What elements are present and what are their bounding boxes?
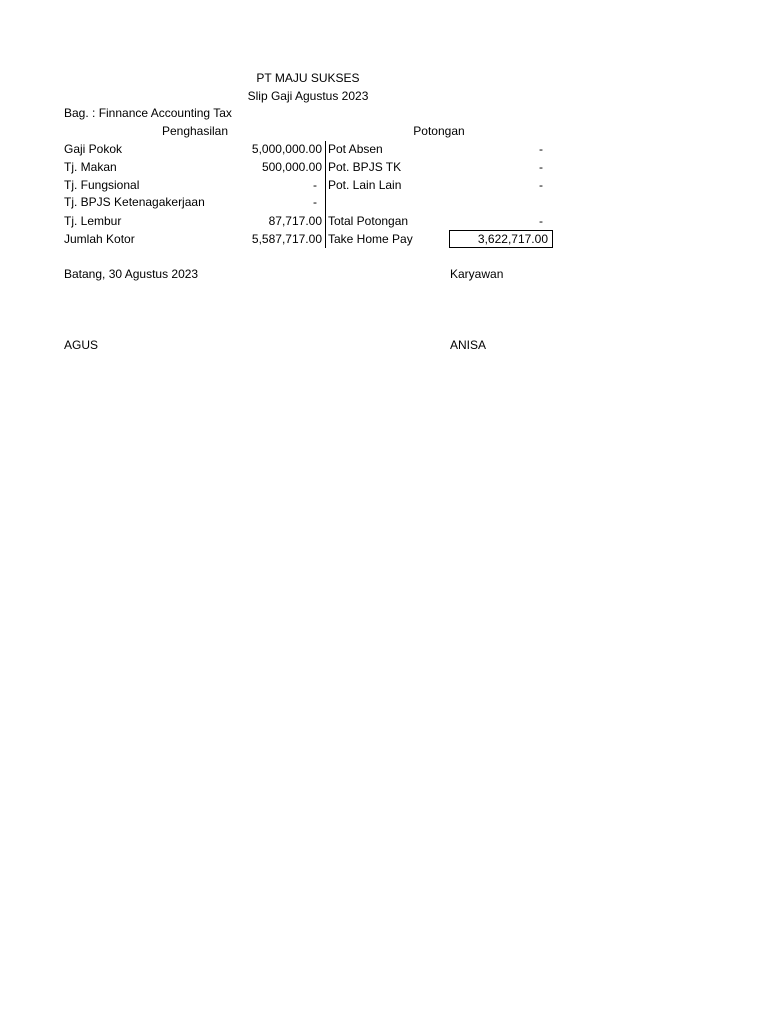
income-value-gaji-pokok: 5,000,000.00: [251, 142, 322, 156]
income-value-jumlah-kotor: 5,587,717.00: [251, 232, 322, 246]
deduction-value-total: -: [539, 214, 543, 228]
income-label-tj-fungsional: Tj. Fungsional: [64, 178, 140, 192]
income-value-tj-bpjs: -: [313, 195, 317, 209]
income-label-tj-lembur: Tj. Lembur: [64, 214, 122, 228]
deduction-label-total: Total Potongan: [328, 214, 409, 228]
take-home-pay-box: [449, 230, 553, 248]
income-label-tj-makan: Tj. Makan: [64, 160, 117, 174]
signer-right: ANISA: [450, 338, 487, 352]
place-date: Batang, 30 Agustus 2023: [64, 267, 199, 281]
take-home-pay-value: 3,622,717.00: [477, 232, 548, 246]
deduction-header: Potongan: [413, 124, 465, 138]
income-value-tj-fungsional: -: [313, 178, 317, 192]
signer-left: AGUS: [64, 338, 99, 352]
income-label-jumlah-kotor: Jumlah Kotor: [64, 232, 135, 246]
income-label-tj-bpjs: Tj. BPJS Ketenagakerjaan: [64, 195, 205, 209]
company-name: PT MAJU SUKSES: [256, 71, 360, 85]
column-divider: [325, 141, 326, 248]
deduction-value-pot-lain: -: [539, 178, 543, 192]
income-header: Penghasilan: [161, 124, 229, 138]
deduction-value-pot-bpjs: -: [539, 160, 543, 174]
deduction-label-pot-bpjs: Pot. BPJS TK: [328, 160, 402, 174]
income-value-tj-lembur: 87,717.00: [268, 214, 322, 228]
employee-role: Karyawan: [450, 267, 504, 281]
take-home-pay-label: Take Home Pay: [328, 232, 413, 246]
deduction-label-pot-lain: Pot. Lain Lain: [328, 178, 402, 192]
slip-title: Slip Gaji Agustus 2023: [247, 89, 369, 103]
deduction-value-pot-absen: -: [539, 142, 543, 156]
income-label-gaji-pokok: Gaji Pokok: [64, 142, 123, 156]
income-value-tj-makan: 500,000.00: [261, 160, 322, 174]
department-label: Bag. : Finnance Accounting Tax: [64, 106, 232, 120]
deduction-label-pot-absen: Pot Absen: [328, 142, 383, 156]
